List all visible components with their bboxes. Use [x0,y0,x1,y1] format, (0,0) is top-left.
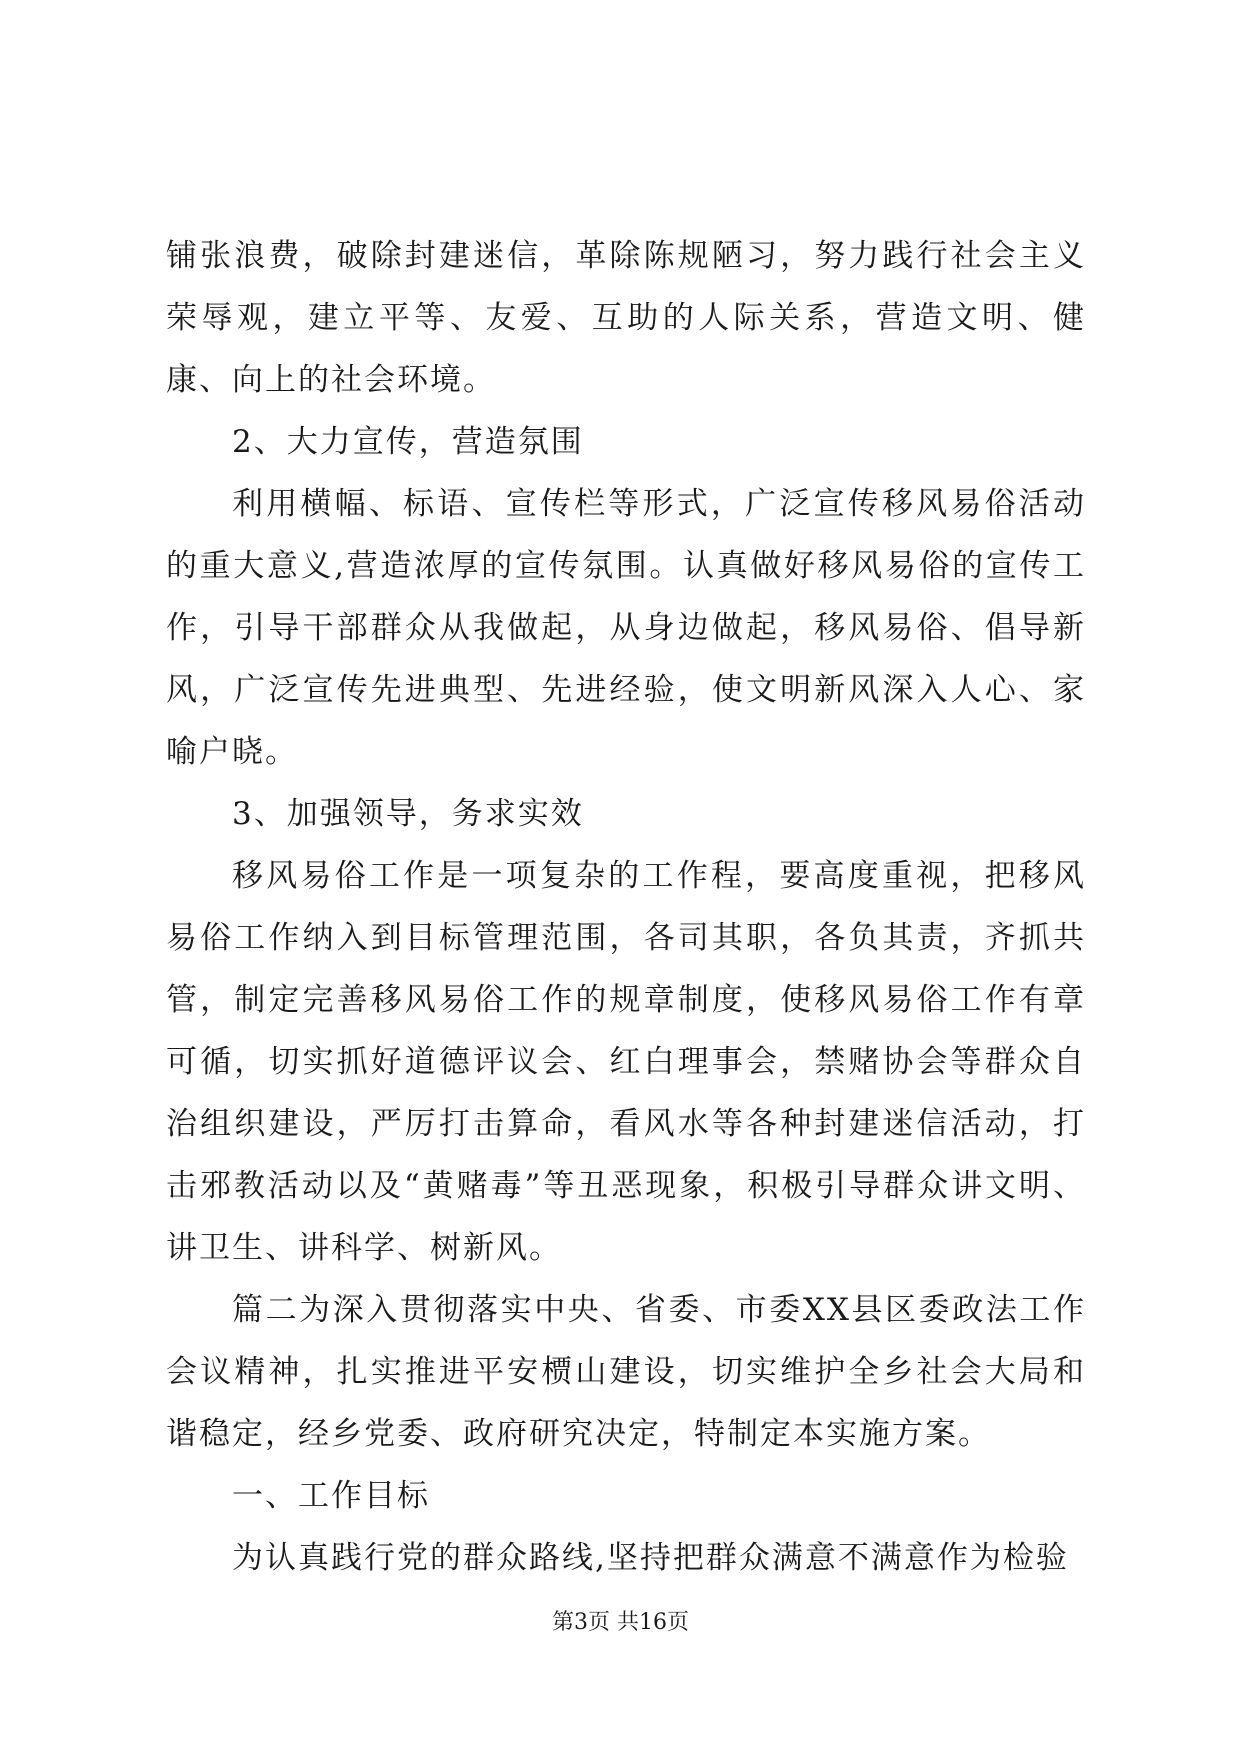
paragraph: 篇二为深入贯彻落实中央、省委、市委XX县区委政法工作会议精神，扎实推进平安槚山建设，切实维护全乡社会大局和谐稳定，经乡党委、政府研究决定，特制定本实施方案。 [166,1292,1086,1452]
paragraph-continued: 铺张浪费，破除封建迷信，革除陈规陋习，努力践行社会主义荣辱观，建立平等、友爱、互助的人际关系，营造文明、健康、向上的社会环境。 [166,238,1086,398]
document-body [166,225,1086,1589]
section-heading: 2、大力宣传，营造氛围 [232,424,584,460]
section-heading: 3、加强领导，务求实效 [232,796,584,832]
page-number-footer: 第3页 共16页 [552,1610,689,1635]
section-heading: 一、工作目标 [232,1478,430,1514]
paragraph: 为认真践行党的群众路线,坚持把群众满意不满意作为检验 [232,1540,1069,1576]
paragraph: 移风易俗工作是一项复杂的工作程，要高度重视，把移风易俗工作纳入到目标管理范围，各司其职，各负其责，齐抓共管，制定完善移风易俗工作的规章制度，使移风易俗工作有章可循，切实抓好道德评议会、红白理事会，禁赌协会等群众自治组织建设，严厉打击算命，看风水等各种封建迷信活动，打击邪教活动以及“黄赌毒”等丑恶现象，积极引导群众讲文明、讲卫生、讲科学、树新风。 [166,858,1086,1266]
paragraph: 利用横幅、标语、宣传栏等形式，广泛宣传移风易俗活动的重大意义,营造浓厚的宣传氛围。认真做好移风易俗的宣传工作，引导干部群众从我做起，从身边做起，移风易俗、倡导新风，广泛宣传先进典型、先进经验，使文明新风深入人心、家喻户晓。 [166,486,1086,770]
